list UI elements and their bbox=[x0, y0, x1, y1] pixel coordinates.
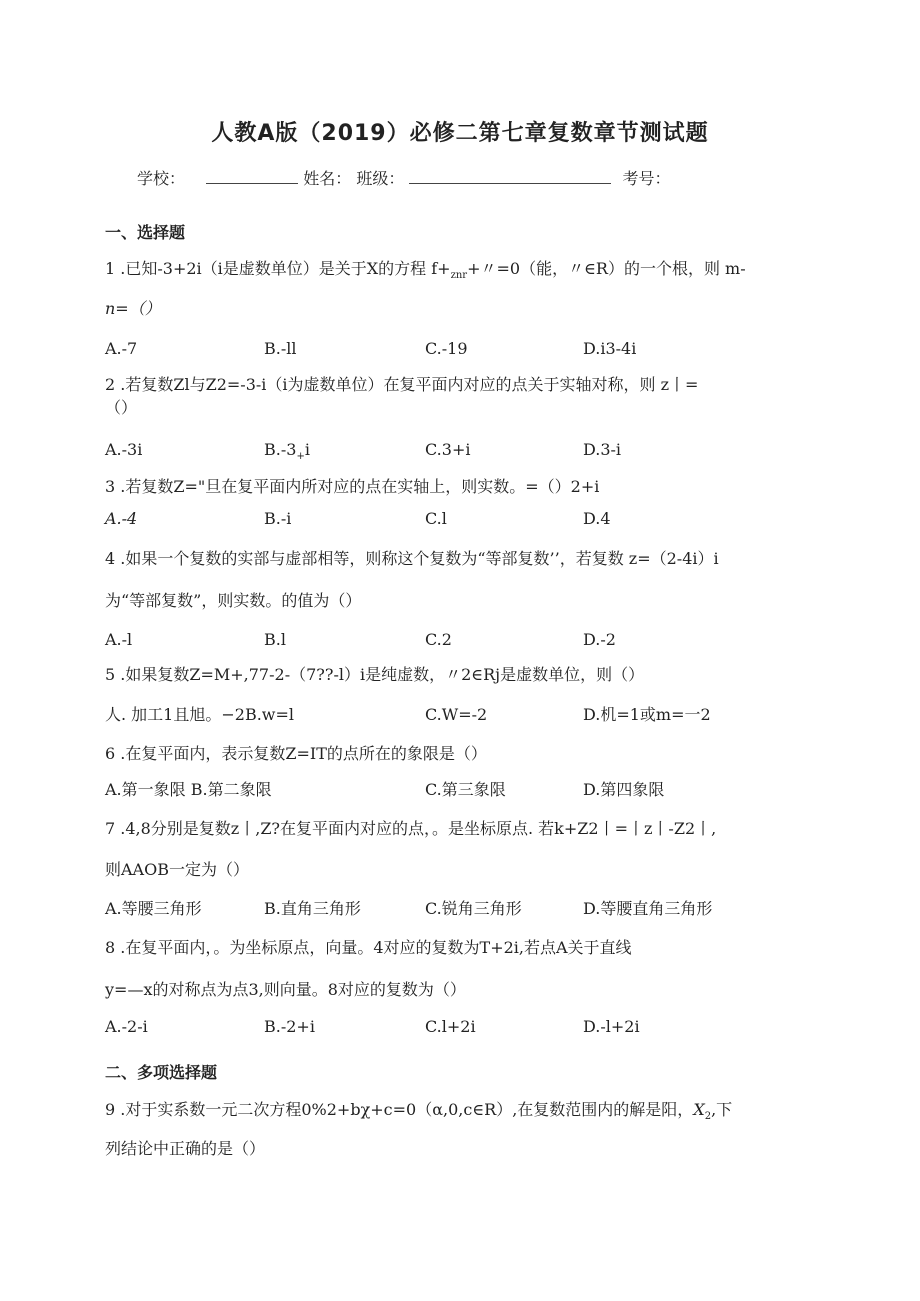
option-d[interactable]: D.i3-4i bbox=[583, 339, 637, 358]
option-ab[interactable]: A.第一象限 B.第二象限 bbox=[105, 780, 272, 799]
question-8-line-1: 8 .在复平面内，。为坐标原点，向量。4对应的复数为T+2i,若点A关于直线 bbox=[105, 938, 632, 957]
question-9-line-1: 9 .对于实系数一元二次方程0%2+bχ+c=0（α,0,c∈R）,在复数范围内的解是阳，$X_2$,下 bbox=[105, 1100, 733, 1123]
option-d[interactable]: D.-2 bbox=[583, 630, 616, 649]
question-1-line-2: n=（） bbox=[105, 299, 161, 318]
section-heading-multiple-choice: 二、多项选择题 bbox=[105, 1063, 218, 1082]
option-c[interactable]: C.锐角三角形 bbox=[425, 899, 522, 918]
name-label: 姓名： bbox=[303, 169, 352, 188]
section-heading-single-choice: 一、选择题 bbox=[105, 223, 186, 242]
option-c[interactable]: C.3+i bbox=[425, 440, 471, 459]
school-blank[interactable] bbox=[206, 169, 298, 184]
question-6-line-1: 6 .在复平面内，表示复数Z=IT的点所在的象限是（） bbox=[105, 744, 487, 763]
option-b[interactable]: B.l bbox=[264, 630, 286, 649]
option-c[interactable]: C.第三象限 bbox=[425, 780, 506, 799]
question-4-line-2: 为“等部复数”，则实数。的值为（） bbox=[105, 591, 362, 610]
option-c[interactable]: C.l+2i bbox=[425, 1017, 476, 1036]
question-7-line-2: 则AAOB一定为（） bbox=[105, 860, 249, 879]
option-b[interactable]: B.直角三角形 bbox=[264, 899, 361, 918]
question-8-line-2: y=—x的对称点为点3,则向量。8对应的复数为（） bbox=[105, 980, 466, 999]
class-blank[interactable] bbox=[409, 169, 611, 184]
option-d[interactable]: D.3-i bbox=[583, 440, 622, 459]
option-b[interactable]: B.-ll bbox=[264, 339, 297, 358]
option-c[interactable]: C.-19 bbox=[425, 339, 468, 358]
option-d[interactable]: D.-l+2i bbox=[583, 1017, 640, 1036]
option-a[interactable]: A.等腰三角形 bbox=[105, 899, 202, 918]
option-ab[interactable]: 人. 加工1且旭。−2B.w=l bbox=[105, 705, 295, 724]
question-7-line-1: 7 .4,8分别是复数z丨,Z?在复平面内对应的点，。是坐标原点. 若k+Z2丨=丨z丨-Z2丨, bbox=[105, 819, 717, 838]
question-4-line-1: 4 .如果一个复数的实部与虚部相等，则称这个复数为“等部复数’’，若复数 z=（2-4i）i bbox=[105, 549, 719, 568]
option-c[interactable]: C.W=-2 bbox=[425, 705, 488, 724]
option-d[interactable]: D.第四象限 bbox=[583, 780, 665, 799]
school-label: 学校： bbox=[137, 169, 186, 188]
option-d[interactable]: D.等腰直角三角形 bbox=[583, 899, 713, 918]
option-a[interactable]: A.-3i bbox=[105, 440, 143, 459]
option-a[interactable]: A.-7 bbox=[105, 339, 138, 358]
question-2-line-2: （） bbox=[105, 398, 138, 417]
exam-no-label: 考号： bbox=[622, 169, 671, 188]
question-2-line-1: 2 .若复数Zl与Z2=-3-i（i为虚数单位）在复平面内对应的点关于实轴对称，则 z丨= bbox=[105, 375, 699, 394]
option-a[interactable]: A.-2-i bbox=[105, 1017, 148, 1036]
question-5-line-1: 5 .如果复数Z=M+,77-2-（7??-l）i是纯虚数，〃2∈Rj是虚数单位，则（） bbox=[105, 665, 645, 684]
option-a[interactable]: A.-l bbox=[105, 630, 133, 649]
option-b[interactable]: B.-i bbox=[264, 509, 292, 528]
option-d[interactable]: D.4 bbox=[583, 509, 611, 528]
question-3-line-1: 3 .若复数Z="旦在复平面内所对应的点在实轴上，则实数。=（）2+i bbox=[105, 477, 600, 496]
option-b[interactable]: $B.-3_+i$ bbox=[264, 440, 310, 463]
option-a[interactable]: A.-4 bbox=[105, 509, 138, 528]
question-1-line-1: 1 .已知-3+2i（i是虚数单位）是关于X的方程 $f+_{znr}+$〃=0（能，〃∈R）的一个根，则 m- bbox=[105, 259, 746, 282]
page-title: 人教A版（2019）必修二第七章复数章节测试题 bbox=[211, 121, 709, 146]
question-9-line-2: 列结论中正确的是（） bbox=[105, 1139, 266, 1158]
option-d[interactable]: D.机=1或m=一2 bbox=[583, 705, 711, 724]
student-info-row bbox=[137, 166, 671, 189]
option-c[interactable]: C.l bbox=[425, 509, 447, 528]
option-c[interactable]: C.2 bbox=[425, 630, 452, 649]
class-label: 班级： bbox=[356, 169, 405, 188]
option-b[interactable]: B.-2+i bbox=[264, 1017, 315, 1036]
